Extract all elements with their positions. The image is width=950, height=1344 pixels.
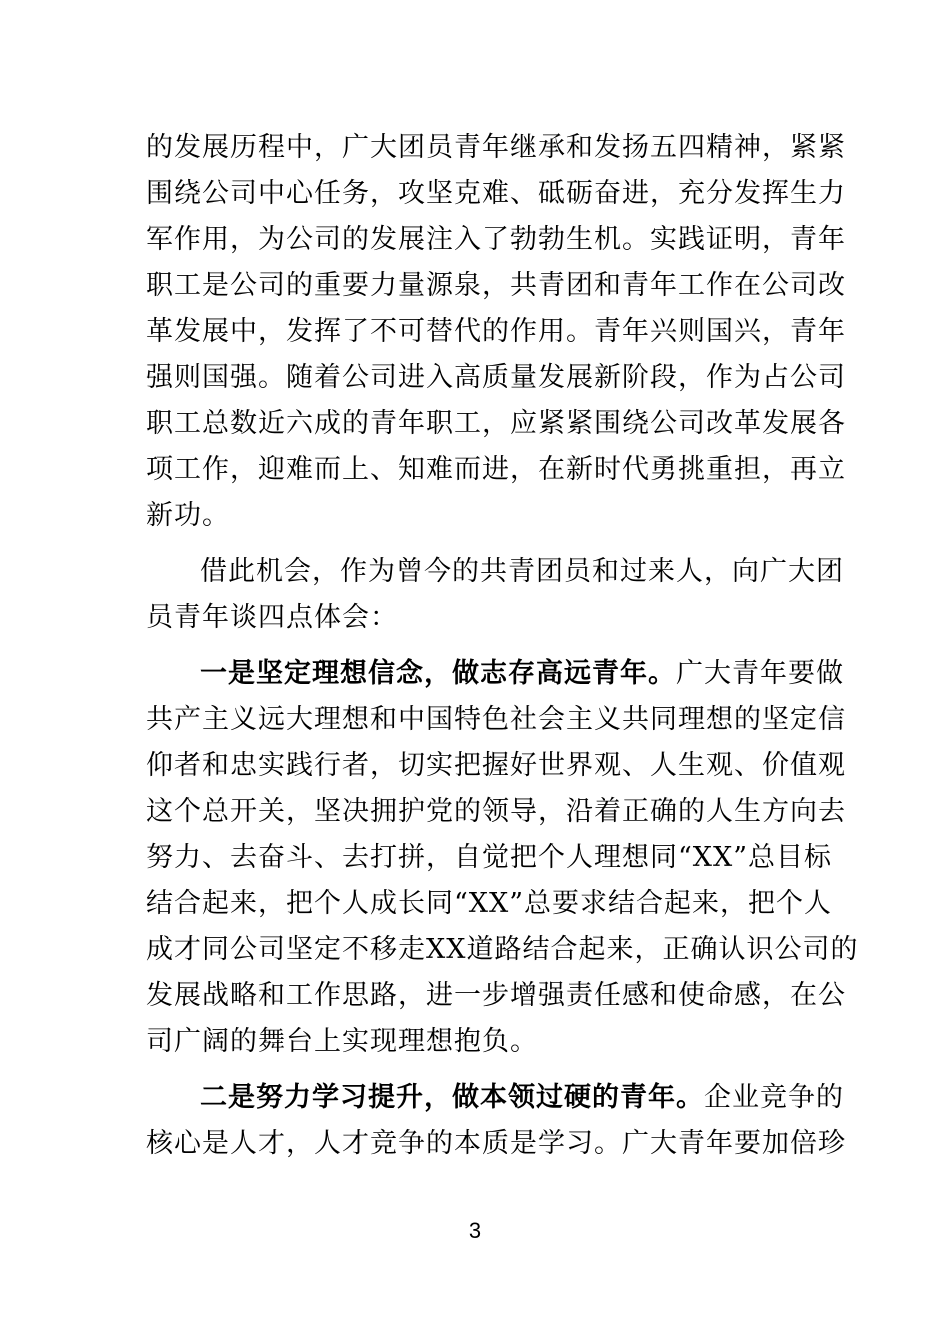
text-line: 结合起来，把个人成长同“XX”总要求结合起来，把个人	[146, 888, 833, 919]
text-line: 围绕公司中心任务，攻坚克难、砥砺奋进，充分发挥生力	[146, 178, 846, 209]
paragraph-3	[146, 651, 859, 1065]
section-heading: 二是努力学习提升，做本领过硬的青年。	[200, 1082, 704, 1113]
paragraph-spacer	[146, 1065, 808, 1075]
text-line: 仰者和忠实践行者，切实把握好世界观、人生观、价值观	[146, 750, 846, 781]
text-line: 这个总开关，坚决拥护党的领导，沿着正确的人生方向去	[146, 796, 846, 827]
text-line: 的发展历程中，广大团员青年继承和发扬五四精神，紧紧	[146, 132, 846, 163]
text-line: 员青年谈四点体会：	[146, 602, 398, 633]
text-line: 职工是公司的重要力量源泉，共青团和青年工作在公司改	[146, 270, 846, 301]
paragraph-4	[146, 1075, 846, 1167]
text-line: 发展战略和工作思路，进一步增强责任感和使命感，在公	[146, 980, 846, 1011]
page-number: 3	[468, 1218, 482, 1243]
text-line: 强则国强。随着公司进入高质量发展新阶段，作为占公司	[146, 362, 846, 393]
text-line: 共产主义远大理想和中国特色社会主义共同理想的坚定信	[146, 704, 846, 735]
section-text: 广大青年要做	[676, 658, 844, 689]
text-line: 司广阔的舞台上实现理想抱负。	[146, 1026, 538, 1057]
text-line: 项工作，迎难而上、知难而进，在新时代勇挑重担，再立	[146, 454, 846, 485]
text-line: 成才同公司坚定不移走XX道路结合起来，正确认识公司的	[146, 934, 859, 965]
text-line: 核心是人才，人才竞争的本质是学习。广大青年要加倍珍	[146, 1128, 846, 1159]
text-line: 军作用，为公司的发展注入了勃勃生机。实践证明，青年	[146, 224, 846, 255]
paragraph-2	[146, 549, 844, 641]
paragraph-1	[146, 125, 846, 539]
text-line: 努力、去奋斗、去打拼，自觉把个人理想同“XX”总目标	[146, 842, 833, 873]
section-text: 企业竞争的	[704, 1082, 844, 1113]
text-line	[146, 651, 844, 697]
text-line	[146, 1075, 844, 1121]
paragraph-spacer	[146, 539, 808, 549]
text-line: 借此机会，作为曾今的共青团员和过来人，向广大团	[200, 556, 844, 587]
document-body	[146, 125, 859, 1167]
text-line: 革发展中，发挥了不可替代的作用。青年兴则国兴，青年	[146, 316, 846, 347]
text-line: 新功。	[146, 500, 230, 531]
text-line: 职工总数近六成的青年职工，应紧紧围绕公司改革发展各	[146, 408, 846, 439]
section-heading: 一是坚定理想信念，做志存高远青年。	[200, 658, 676, 689]
paragraph-spacer	[146, 641, 808, 651]
